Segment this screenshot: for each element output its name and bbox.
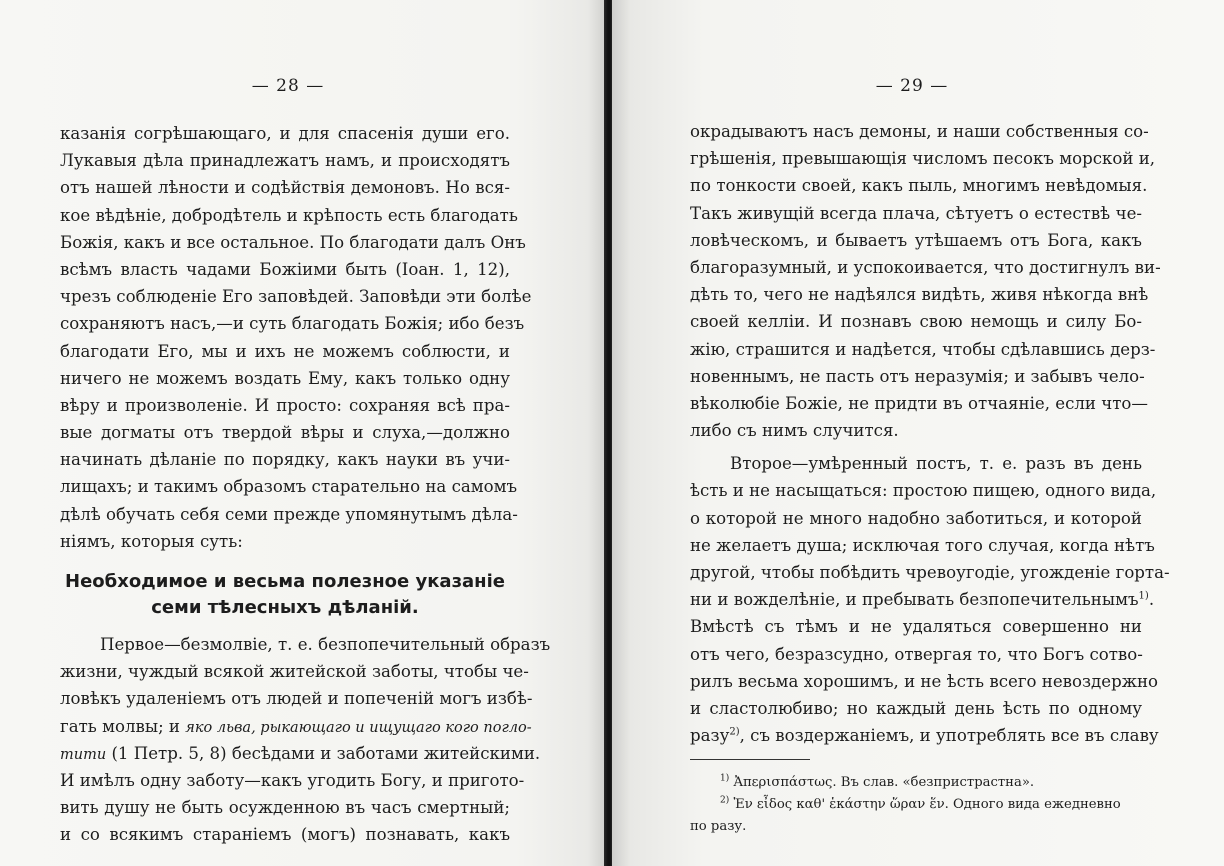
- text-line: дѣлѣ обучать себя семи прежде упомянутымъ дѣла-: [60, 504, 518, 524]
- text-line: [60, 713, 532, 740]
- text-line: своей келліи. И познавъ свою немощь и силу Бо-: [690, 312, 1142, 332]
- footnote-mark: 2): [720, 795, 730, 806]
- text-line: начинать дѣланіе по порядку, какъ науки въ учи-: [60, 450, 510, 470]
- text-span: , съ воздержаніемъ, и употреблять все въ славу: [739, 726, 1159, 746]
- section-heading: [60, 569, 510, 621]
- text-line: казанія согрѣшающаго, и для спасенія души его.: [60, 124, 510, 143]
- text-line: чрезъ соблюденіе Его заповѣдей. Заповѣди эти болѣе: [60, 287, 532, 307]
- text-span: ни и вожделѣніе, и пребывать безпопечительнымъ: [690, 590, 1139, 610]
- text-line: И имѣлъ одну заботу—какъ угодить Богу, и пригото-: [60, 770, 525, 790]
- text-line: отъ чего, безразсудно, отвергая то, что Богъ сотво-: [690, 644, 1143, 664]
- text-line: новеннымъ, не пасть отъ неразумія; и забывъ чело-: [690, 366, 1145, 386]
- text-span: .: [1148, 590, 1155, 610]
- footnote-text: Ἀπερισπάστως. Въ слав. «безпристрастна».: [729, 775, 1035, 790]
- text-span: гать молвы; и: [60, 716, 186, 736]
- text-line: Божія, какъ и все остальное. По благодати далъ Онъ: [60, 232, 526, 252]
- text-line: ничего не можемъ воздать Ему, какъ только одну: [60, 368, 510, 388]
- footnote-ref[interactable]: 2): [729, 726, 740, 738]
- text-line: другой, чтобы побѣдить чревоугодіе, угожденіе горта-: [690, 563, 1170, 582]
- text-line: отъ нашей лѣности и содѣйствія демоновъ. Но вся-: [60, 178, 510, 198]
- text-line: по тонкости своей, какъ пыль, многимъ невѣдомыя.: [690, 176, 1148, 196]
- scripture-quote: тити: [60, 746, 107, 763]
- text-line: дѣть то, чего не надѣялся видѣть, живя нѣкогда внѣ: [690, 285, 1149, 305]
- text-line: жизни, чуждый всякой житейской заботы, чтобы че-: [60, 662, 529, 682]
- text-line: Вмѣстѣ съ тѣмъ и не удаляться совершенно ни: [690, 617, 1142, 637]
- footnote-ref[interactable]: 1): [1138, 590, 1149, 602]
- scripture-quote: яко льва, рыкающаго и ищущаго кого погло-: [185, 719, 532, 736]
- right-page-text: [690, 118, 1170, 749]
- text-line: грѣшенія, превышающія числомъ песокъ морской и,: [690, 149, 1156, 169]
- text-line: [60, 740, 541, 767]
- text-line: ніямъ, которыя суть:: [60, 531, 243, 551]
- text-line: ловѣкъ удаленіемъ отъ людей и попеченій могъ избѣ-: [60, 689, 533, 709]
- text-line: рилъ весьма хорошимъ, и не ѣсть всего невоздержно: [690, 671, 1159, 691]
- text-line: о которой не много надобно заботиться, и которой: [690, 508, 1142, 528]
- footnote-mark: 1): [720, 773, 730, 784]
- section-heading-line: семи тѣлесныхъ дѣланій.: [151, 597, 419, 618]
- text-line: вые догматы отъ твердой вѣры и слуха,—должно: [60, 423, 510, 443]
- text-line: вѣколюбіе Божіе, не придти въ отчаяніе, если что—: [690, 393, 1148, 413]
- text-line: либо съ нимъ случится.: [690, 421, 899, 441]
- text-line: Первое—безмолвіе, т. е. безпопечительный образъ: [100, 635, 551, 654]
- footnote-text: Ἐν εἶδος καθ' ἑκάστην ὥραν ἕν. Одного вида ежедневно: [729, 797, 1121, 812]
- text-line: не желаетъ душа; исключая того случая, когда нѣтъ: [690, 535, 1155, 555]
- text-line: [690, 722, 1159, 749]
- text-line: благоразумный, и успокоивается, что достигнулъ ви-: [690, 257, 1161, 277]
- text-line: ѣсть и не насыщаться: простою пищею, одного вида,: [690, 481, 1157, 501]
- footnote: по разу.: [690, 819, 747, 834]
- text-line: жію, страшится и надѣется, чтобы сдѣлавшись дерз-: [690, 339, 1156, 359]
- footnote: [690, 794, 1142, 816]
- text-line: [690, 586, 1155, 613]
- text-line: и со всякимъ стараніемъ (могъ) познавать, какъ: [60, 825, 510, 845]
- text-line: и сластолюбиво; но каждый день ѣсть по одному: [690, 698, 1142, 718]
- left-page: [0, 0, 606, 866]
- text-line: вѣру и произволеніе. И просто: сохраняя всѣ пра-: [60, 395, 510, 415]
- left-page-text: [60, 120, 551, 849]
- text-line: Такъ живущій всегда плача, сѣтуетъ о естествѣ че-: [690, 203, 1142, 223]
- text-line: Второе—умѣренный постъ, т. е. разъ въ день: [730, 454, 1142, 474]
- text-line: лищахъ; и такимъ образомъ старательно на самомъ: [60, 477, 518, 497]
- footnote-divider: [690, 759, 810, 760]
- page-number: — 29 —: [875, 76, 949, 96]
- footnotes: [690, 772, 1142, 838]
- text-line: окрадываютъ насъ демоны, и наши собственныя со-: [690, 122, 1149, 141]
- text-line: сохраняютъ насъ,—и суть благодать Божія; ибо безъ: [60, 314, 525, 334]
- section-heading-line: Необходимое и весьма полезное указаніе: [65, 571, 505, 592]
- right-page: [612, 0, 1224, 866]
- text-line: Лукавыя дѣла принадлежатъ намъ, и происходятъ: [60, 151, 510, 171]
- text-line: кое вѣдѣніе, добродѣтель и крѣпость есть благодать: [60, 205, 518, 225]
- footnote: [690, 772, 1142, 794]
- text-line: благодати Его, мы и ихъ не можемъ соблюсти, и: [60, 341, 510, 361]
- text-span: разу: [690, 726, 730, 746]
- text-span: (1 Петр. 5, 8) бесѣдами и заботами житейскими.: [106, 743, 541, 763]
- text-line: всѣмъ власть чадами Божіими быть (Іоан. 1, 12),: [60, 259, 510, 279]
- page-number: — 28 —: [251, 76, 325, 96]
- text-line: вить душу не быть осужденною въ часъ смертный;: [60, 798, 510, 818]
- text-line: ловѣческомъ, и бываетъ утѣшаемъ отъ Бога, какъ: [690, 230, 1142, 250]
